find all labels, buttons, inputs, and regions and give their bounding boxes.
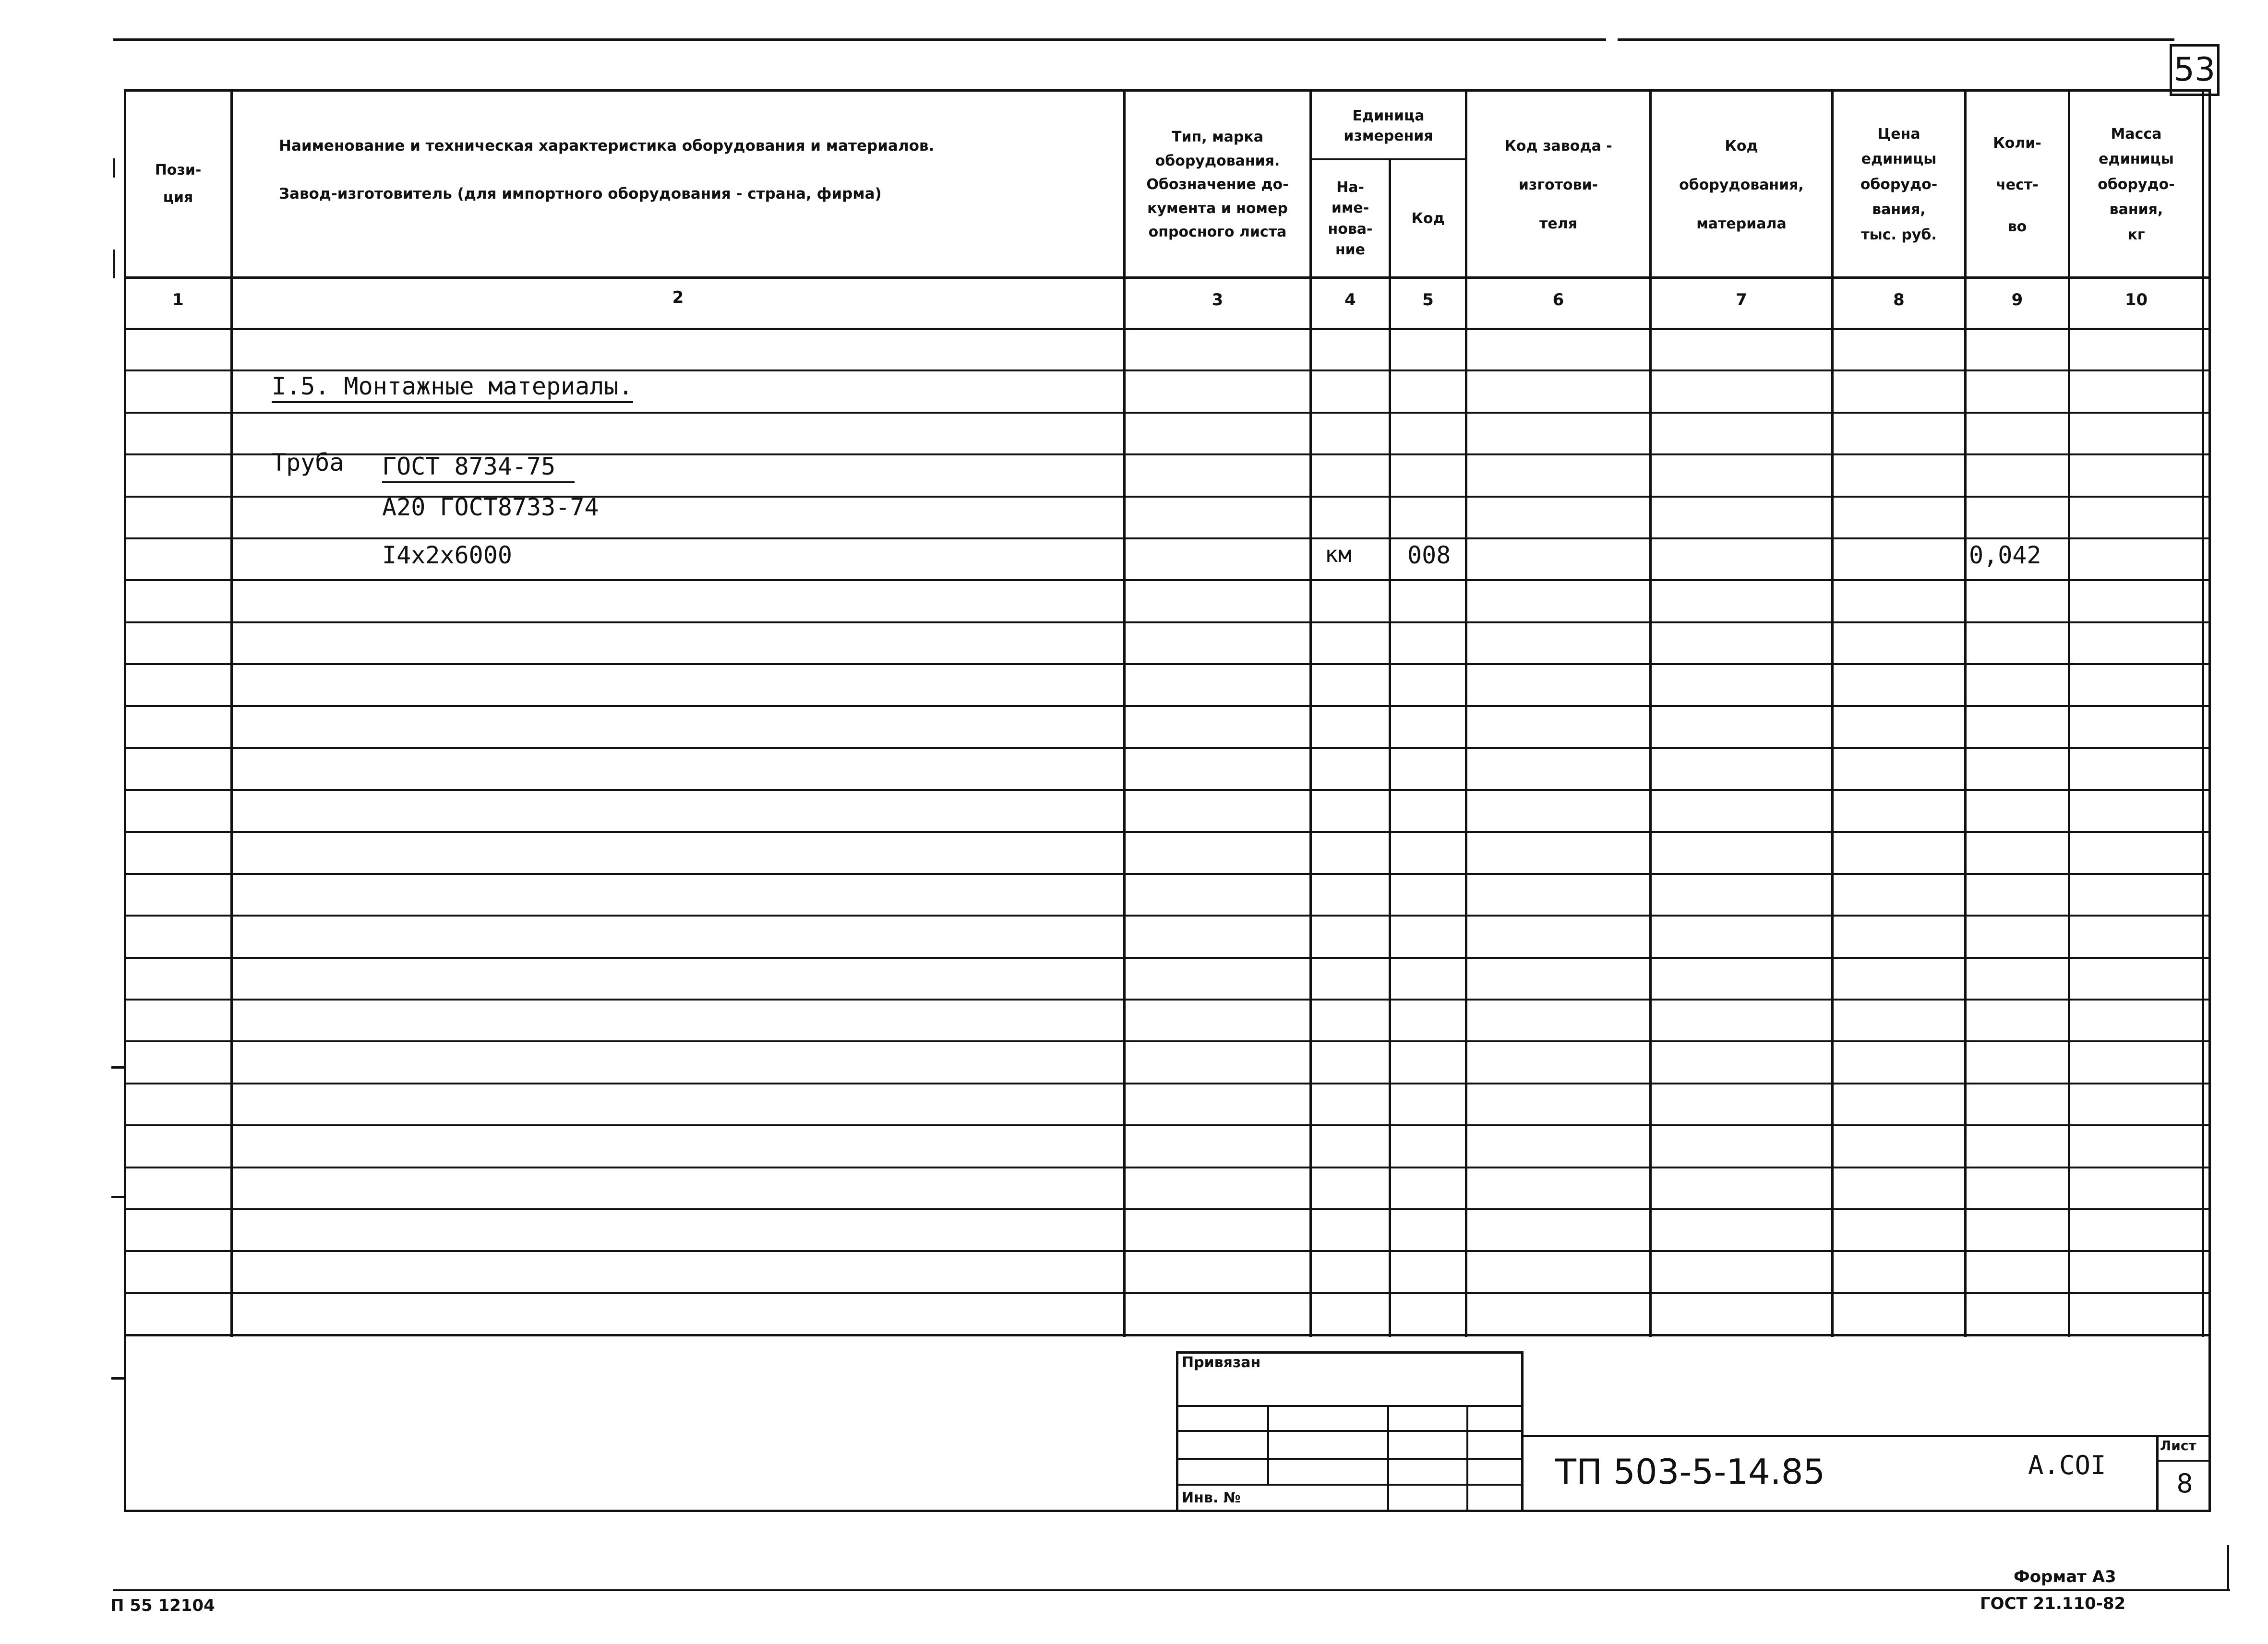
row-line (124, 369, 2211, 371)
header-col9: Коли- чест- во (1993, 134, 2041, 235)
table-body-bottom (124, 1334, 2211, 1336)
colnum-bottom (124, 328, 2211, 330)
row-line (124, 1292, 2211, 1294)
colnum-1: 1 (172, 290, 184, 310)
header-col2: Наименование и техническая характеристика оборудования и материалов. Завод-изготовитель (для импортного оборудования - страна, фирма) (279, 137, 935, 203)
margin-dash-1 (113, 158, 115, 178)
bottom-right-tick (2227, 1545, 2229, 1591)
col-line-1 (230, 89, 233, 1337)
header-col8: Цена единицы оборудо- вания, тыс. руб. (1860, 125, 1938, 243)
header-col10: Масса единицы оборудо- вания, кг (2098, 125, 2175, 243)
row-line (124, 621, 2211, 623)
colnum-7: 7 (1736, 290, 1747, 310)
sheet-box-divider (2156, 1460, 2211, 1462)
stamp-line-4 (1176, 1484, 1524, 1486)
item-material: А20 ГОСТ8733-74 (382, 493, 599, 521)
row-line (124, 412, 2211, 414)
stamp-vline-2 (1387, 1405, 1389, 1512)
col-line-8 (1964, 89, 1967, 1337)
sheet-number: 8 (2176, 1468, 2193, 1499)
bottom-rule (113, 1589, 2230, 1591)
bound-label: Привязан (1182, 1354, 1261, 1371)
header-col5: Код (1411, 210, 1445, 227)
col-line-2 (1123, 89, 1126, 1337)
row-line (124, 789, 2211, 791)
footer-left-code: П 55 12104 (110, 1596, 215, 1615)
inventory-label: Инв. № (1182, 1489, 1241, 1506)
album-code: А.СОI (2028, 1450, 2106, 1480)
header-col6: Код завода - изготови- теля (1504, 137, 1612, 232)
document-code: ТП 503-5-14.85 (1555, 1452, 1825, 1492)
row-line (124, 1208, 2211, 1210)
row-line (124, 957, 2211, 959)
stamp-line-1 (1176, 1405, 1524, 1407)
row-line (124, 579, 2211, 581)
header-col4: На- име- нова- ние (1328, 179, 1373, 258)
colnum-10: 10 (2124, 290, 2148, 310)
header-bottom (124, 276, 2211, 279)
colnum-3: 3 (1212, 290, 1224, 310)
title-block-top (1524, 1435, 2211, 1437)
colnum-5: 5 (1422, 290, 1434, 310)
footer-format: Формат А3 (2014, 1567, 2116, 1586)
margin-tick-3 (111, 1377, 125, 1380)
stamp-vline-1 (1267, 1405, 1269, 1484)
header-col1: Пози- ция (155, 162, 202, 206)
stamp-vline-3 (1466, 1405, 1468, 1512)
header-unit-group: Единица измерения (1344, 107, 1433, 144)
colnum-8: 8 (1893, 290, 1905, 310)
margin-tick-2 (111, 1196, 125, 1198)
colnum-9: 9 (2011, 290, 2023, 310)
margin-tick-1 (111, 1066, 125, 1069)
row-line (124, 831, 2211, 833)
colnum-6: 6 (1552, 290, 1564, 310)
row-line (124, 1167, 2211, 1168)
col-line-7 (1831, 89, 1834, 1337)
item-name: Труба (272, 449, 344, 477)
row-line (124, 1083, 2211, 1084)
margin-dash-2 (113, 250, 115, 278)
item-code: 008 (1407, 541, 1451, 569)
row-line (124, 1040, 2211, 1042)
row-line (124, 999, 2211, 1001)
top-rule-right (1618, 38, 2174, 41)
section-title: I.5. Монтажные материалы. (272, 372, 633, 403)
page-number: 53 (2173, 51, 2216, 89)
item-standard: ГОСТ 8734-75 (382, 453, 575, 483)
row-line (124, 873, 2211, 875)
item-size: I4х2х6000 (382, 541, 512, 569)
top-rule-left (113, 38, 1606, 41)
row-line (124, 663, 2211, 665)
colnum-2: 2 (672, 288, 684, 307)
row-line (124, 915, 2211, 917)
row-line (124, 1250, 2211, 1252)
item-unit: км (1325, 541, 1352, 567)
stamp-line-2 (1176, 1430, 1524, 1432)
row-line (124, 1124, 2211, 1126)
item-quantity: 0,042 (1969, 541, 2041, 569)
row-line (124, 747, 2211, 749)
header-col3: Тип, марка оборудования. Обозначение до- кумента и номер опросного листа (1146, 129, 1289, 241)
col-line-3 (1309, 89, 1312, 1337)
row-line (124, 705, 2211, 707)
footer-gost: ГОСТ 21.110-82 (1980, 1594, 2126, 1613)
unit-group-divider (1309, 158, 1465, 160)
row-line (124, 537, 2211, 539)
col-line-6 (1649, 89, 1652, 1337)
header-col7: Код оборудования, материала (1679, 137, 1804, 232)
col-line-5 (1465, 89, 1467, 1337)
sheet-label: Лист (2160, 1438, 2196, 1453)
stamp-line-3 (1176, 1458, 1524, 1460)
col-line-9 (2068, 89, 2070, 1337)
colnum-4: 4 (1344, 290, 1356, 310)
